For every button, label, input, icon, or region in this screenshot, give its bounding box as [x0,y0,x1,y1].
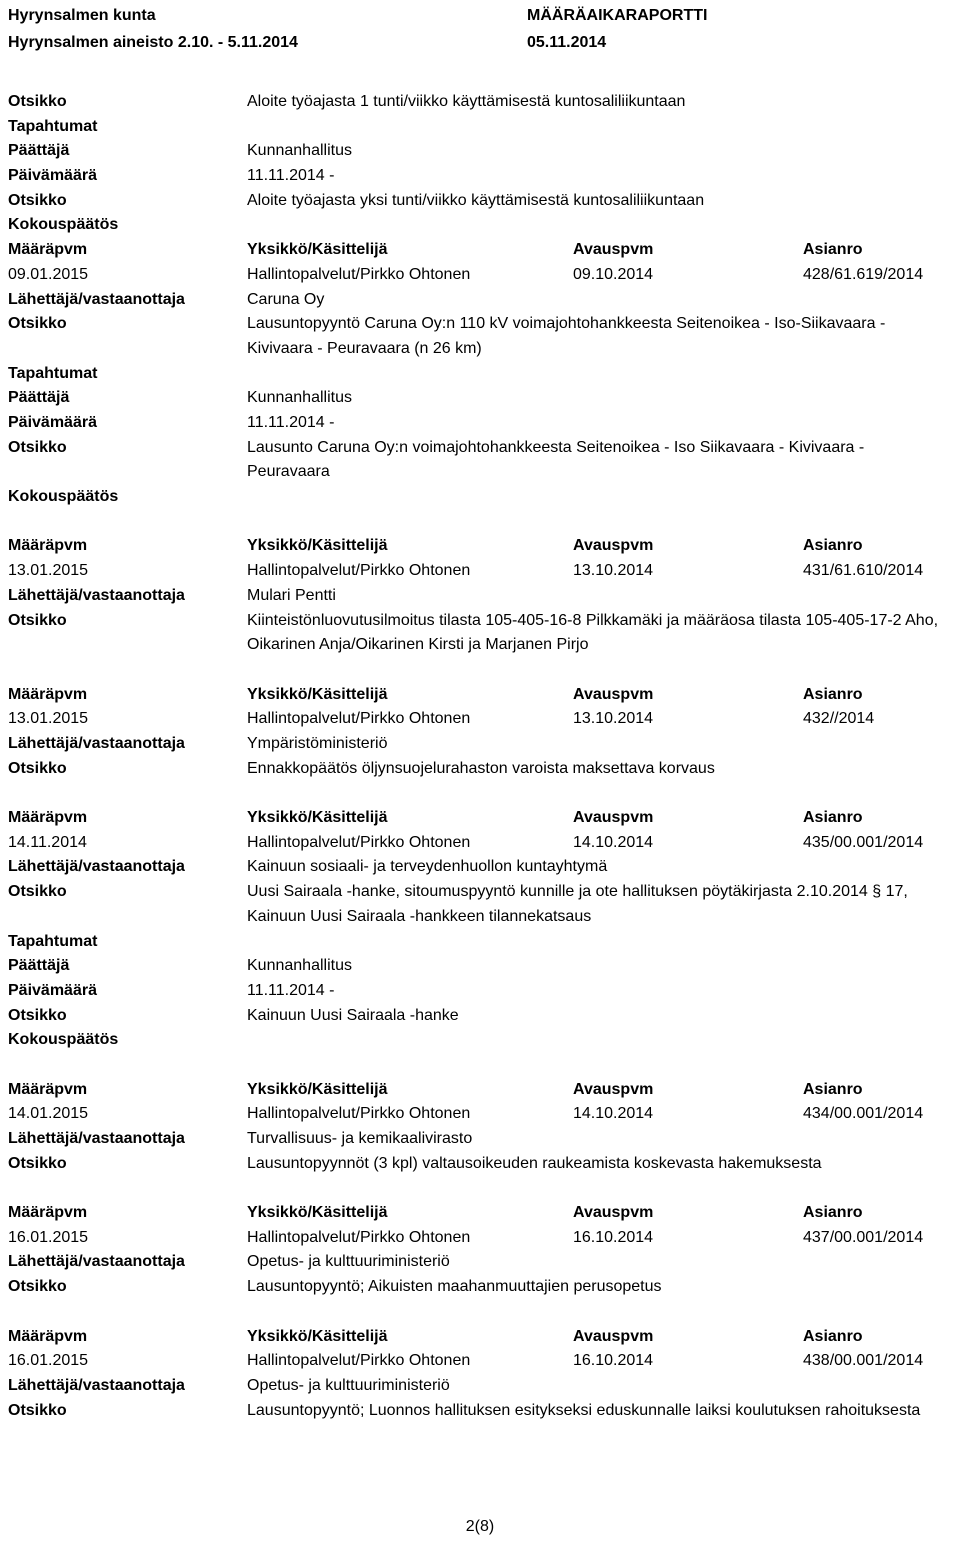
report-title: MÄÄRÄAIKARAPORTTI [527,7,708,24]
otsikko-value: Kainuun Uusi Sairaala -hanke [247,1006,459,1024]
otsikko-value: Uusi Sairaala -hanke, sitoumuspyyntö kunnille ja ote hallituksen pöytäkirjasta 2.10.2014 § 17, Kainuun Uusi Sairaala -hankkeen tilannekatsaus [247,883,908,925]
lahettaja-value: Kainuun sosiaali- ja terveydenhuollon kuntayhtymä [247,858,608,876]
lahettaja-value: Ympäristöministeriö [247,734,388,752]
maarapvm-value: 13.01.2015 [8,562,89,580]
tapahtumat-row [8,362,952,387]
paivamaara-label: Päivämäärä [8,167,97,185]
paattaja-label: Päättäjä [8,389,70,407]
yksikko-header: Yksikkö/Käsittelijä [247,1327,388,1345]
maarapvm-value: 16.01.2015 [8,1228,89,1246]
avauspvm-value: 14.10.2014 [573,833,654,851]
asianro-value: 432//2014 [803,710,875,728]
otsikko-label: Otsikko [8,611,67,629]
asianro-value: 428/61.619/2014 [803,265,924,283]
lahettaja-label: Lähettäjä/vastaanottaja [8,290,185,308]
paattaja-value: Kunnanhallitus [247,389,352,407]
yksikko-header: Yksikkö/Käsittelijä [247,1080,388,1098]
kokouspaatos-label: Kokouspäätös [8,216,119,234]
kokouspaatos-label: Kokouspäätös [8,488,119,506]
lahettaja-label: Lähettäjä/vastaanottaja [8,734,185,752]
tapahtumat-row [8,115,952,140]
avauspvm-value: 16.10.2014 [573,1228,654,1246]
otsikko-label: Otsikko [8,1401,67,1419]
otsikko-row [8,1152,952,1177]
avauspvm-header: Avauspvm [573,1204,654,1222]
lahettaja-label: Lähettäjä/vastaanottaja [8,1130,185,1147]
otsikko-label: Otsikko [8,315,67,333]
otsikko-value: Kiinteistönluovutusilmoitus tilasta 105-405-16-8 Pilkkamäki ja määräosa tilasta 105-405-17-2 Aho, Oikarinen Anja/Oikarinen Kirsti ja Marjanen Pirjo [247,611,939,654]
paivamaara-label: Päivämäärä [8,981,97,999]
maarapvm-header: Määräpvm [8,537,88,555]
column-header-row [8,534,952,559]
paattaja-row [8,386,952,411]
lahettaja-value: Mulari Pentti [247,586,336,604]
asianro-header: Asianro [803,537,863,555]
otsikko-label: Otsikko [8,1006,67,1024]
paattaja-row [8,139,952,164]
yksikko-value: Hallintopalvelut/Pirkko Ohtonen [247,1105,471,1123]
paattaja-row [8,954,952,979]
lahettaja-label: Lähettäjä/vastaanottaja [8,858,185,876]
maarapvm-header: Määräpvm [8,809,88,827]
avauspvm-header: Avauspvm [573,1327,654,1345]
yksikko-value: Hallintopalvelut/Pirkko Ohtonen [247,1352,471,1370]
yksikko-header: Yksikkö/Käsittelijä [247,537,388,555]
otsikko-label: Otsikko [8,883,67,901]
lahettaja-value: Opetus- ja kulttuuriministeriö [247,1376,450,1394]
yksikko-value: Hallintopalvelut/Pirkko Ohtonen [247,710,471,728]
paivamaara-value: 11.11.2014 - [247,413,335,431]
paattaja-label: Päättäjä [8,142,70,160]
avauspvm-value: 16.10.2014 [573,1352,654,1370]
asianro-header: Asianro [803,809,863,827]
avauspvm-header: Avauspvm [573,685,654,703]
lahettaja-value: Turvallisuus- ja kemikaalivirasto [247,1130,473,1147]
asianro-header: Asianro [803,685,863,703]
yksikko-header: Yksikkö/Käsittelijä [247,241,388,259]
org-name: Hyrynsalmen kunta [8,7,156,24]
avauspvm-value: 13.10.2014 [573,562,654,580]
otsikko-value: Lausuntopyyntö Caruna Oy:n 110 kV voimajohtohankkeesta Seitenoikea - Iso-Siikavaara - Kivivaara - Peuravaara (n 26 km) [247,315,886,357]
otsikko-value: Aloite työajasta yksi tunti/viikko käyttämisestä kuntosaliliikuntaan [247,191,705,209]
lahettaja-row [8,732,952,757]
asianro-value: 431/61.610/2014 [803,562,924,580]
maarapvm-value: 14.01.2015 [8,1105,89,1123]
maarapvm-value: 09.01.2015 [8,265,89,283]
otsikko-label: Otsikko [8,1154,67,1172]
yksikko-value: Hallintopalvelut/Pirkko Ohtonen [247,833,471,851]
avauspvm-value: 13.10.2014 [573,710,654,728]
asianro-header: Asianro [803,1080,863,1098]
case-data-row [8,1226,952,1251]
otsikko-row [8,436,952,485]
tapahtumat-label: Tapahtumat [8,364,98,382]
maarapvm-value: 14.11.2014 [8,833,87,851]
kokouspaatos-row [8,213,952,238]
asianro-value: 435/00.001/2014 [803,833,924,851]
case-data-row [8,831,952,856]
yksikko-value: Hallintopalvelut/Pirkko Ohtonen [247,1228,471,1246]
material-range: Hyrynsalmen aineisto 2.10. - 5.11.2014 [8,34,298,51]
otsikko-label: Otsikko [8,1278,67,1296]
page-header [8,2,948,56]
yksikko-header: Yksikkö/Käsittelijä [247,685,388,703]
lahettaja-row [8,855,952,880]
report-content [8,90,952,1423]
column-header-row [8,1325,952,1350]
otsikko-value: Lausuntopyyntö; Aikuisten maahanmuuttajien perusopetus [247,1278,662,1296]
maarapvm-header: Määräpvm [8,1080,88,1098]
avauspvm-value: 09.10.2014 [573,265,654,283]
avauspvm-value: 14.10.2014 [573,1105,654,1123]
column-header-row [8,1201,952,1226]
maarapvm-value: 16.01.2015 [8,1352,89,1370]
otsikko-value: Lausunto Caruna Oy:n voimajohtohankkeesta Seitenoikea - Iso Siikavaara - Kivivaara - Peuravaara [247,438,865,481]
maarapvm-header: Määräpvm [8,1327,88,1345]
paivamaara-row [8,411,952,436]
paivamaara-value: 11.11.2014 - [247,167,335,185]
lahettaja-value: Caruna Oy [247,290,325,308]
lahettaja-value: Opetus- ja kulttuuriministeriö [247,1253,450,1271]
lahettaja-row [8,1374,952,1399]
lahettaja-label: Lähettäjä/vastaanottaja [8,1253,185,1271]
paivamaara-row [8,979,952,1004]
avauspvm-header: Avauspvm [573,241,654,259]
otsikko-row [8,757,952,782]
asianro-header: Asianro [803,1327,863,1345]
column-header-row [8,683,952,708]
otsikko-row [8,880,952,929]
case-data-row [8,1102,952,1127]
otsikko-value: Aloite työajasta 1 tunti/viikko käyttämisestä kuntosaliliikuntaan [247,93,686,110]
maarapvm-header: Määräpvm [8,1204,88,1222]
paivamaara-value: 11.11.2014 - [247,981,335,999]
maarapvm-value: 13.01.2015 [8,710,89,728]
tapahtumat-label: Tapahtumat [8,117,98,135]
lahettaja-row [8,288,952,313]
avauspvm-header: Avauspvm [573,1080,654,1098]
otsikko-label: Otsikko [8,191,67,209]
otsikko-row [8,609,952,658]
asianro-header: Asianro [803,1204,863,1222]
case-data-row [8,707,952,732]
paattaja-value: Kunnanhallitus [247,957,352,975]
otsikko-label: Otsikko [8,93,67,110]
otsikko-row [8,1275,952,1300]
asianro-value: 437/00.001/2014 [803,1228,924,1246]
tapahtumat-row [8,930,952,955]
yksikko-header: Yksikkö/Käsittelijä [247,809,388,827]
lahettaja-row [8,584,952,609]
avauspvm-header: Avauspvm [573,809,654,827]
case-data-row [8,1349,952,1374]
page-number: 2(8) [465,1518,495,1535]
asianro-value: 438/00.001/2014 [803,1352,924,1370]
kokouspaatos-row [8,1028,952,1053]
lahettaja-row [8,1250,952,1275]
otsikko-row [8,90,952,115]
paivamaara-row [8,164,952,189]
paattaja-label: Päättäjä [8,957,70,975]
avauspvm-header: Avauspvm [573,537,654,555]
case-data-row [8,263,952,288]
otsikko-row [8,189,952,214]
column-header-row [8,1078,952,1103]
paivamaara-label: Päivämäärä [8,413,97,431]
lahettaja-row [8,1127,952,1152]
otsikko-value: Lausuntopyyntö; Luonnos hallituksen esitykseksi eduskunnalle laiksi koulutuksen rahoituksesta [247,1401,921,1419]
lahettaja-label: Lähettäjä/vastaanottaja [8,1376,185,1394]
otsikko-value: Lausuntopyynnöt (3 kpl) valtausoikeuden raukeamista koskevasta hakemuksesta [247,1154,822,1172]
kokouspaatos-label: Kokouspäätös [8,1031,119,1049]
column-header-row [8,806,952,831]
yksikko-value: Hallintopalvelut/Pirkko Ohtonen [247,562,471,580]
kokouspaatos-row [8,485,952,510]
yksikko-header: Yksikkö/Käsittelijä [247,1204,388,1222]
paattaja-value: Kunnanhallitus [247,142,352,160]
yksikko-value: Hallintopalvelut/Pirkko Ohtonen [247,265,471,283]
asianro-header: Asianro [803,241,863,259]
otsikko-row [8,1004,952,1029]
report-date: 05.11.2014 [527,34,607,51]
column-header-row [8,238,952,263]
otsikko-label: Otsikko [8,759,67,777]
maarapvm-header: Määräpvm [8,685,88,703]
maarapvm-header: Määräpvm [8,241,88,259]
tapahtumat-label: Tapahtumat [8,932,98,950]
otsikko-label: Otsikko [8,438,67,456]
asianro-value: 434/00.001/2014 [803,1105,924,1123]
otsikko-row [8,1399,952,1424]
otsikko-value: Ennakkopäätös öljynsuojelurahaston varoista maksettava korvaus [247,759,715,777]
lahettaja-label: Lähettäjä/vastaanottaja [8,586,185,604]
case-data-row [8,559,952,584]
otsikko-row [8,312,952,361]
